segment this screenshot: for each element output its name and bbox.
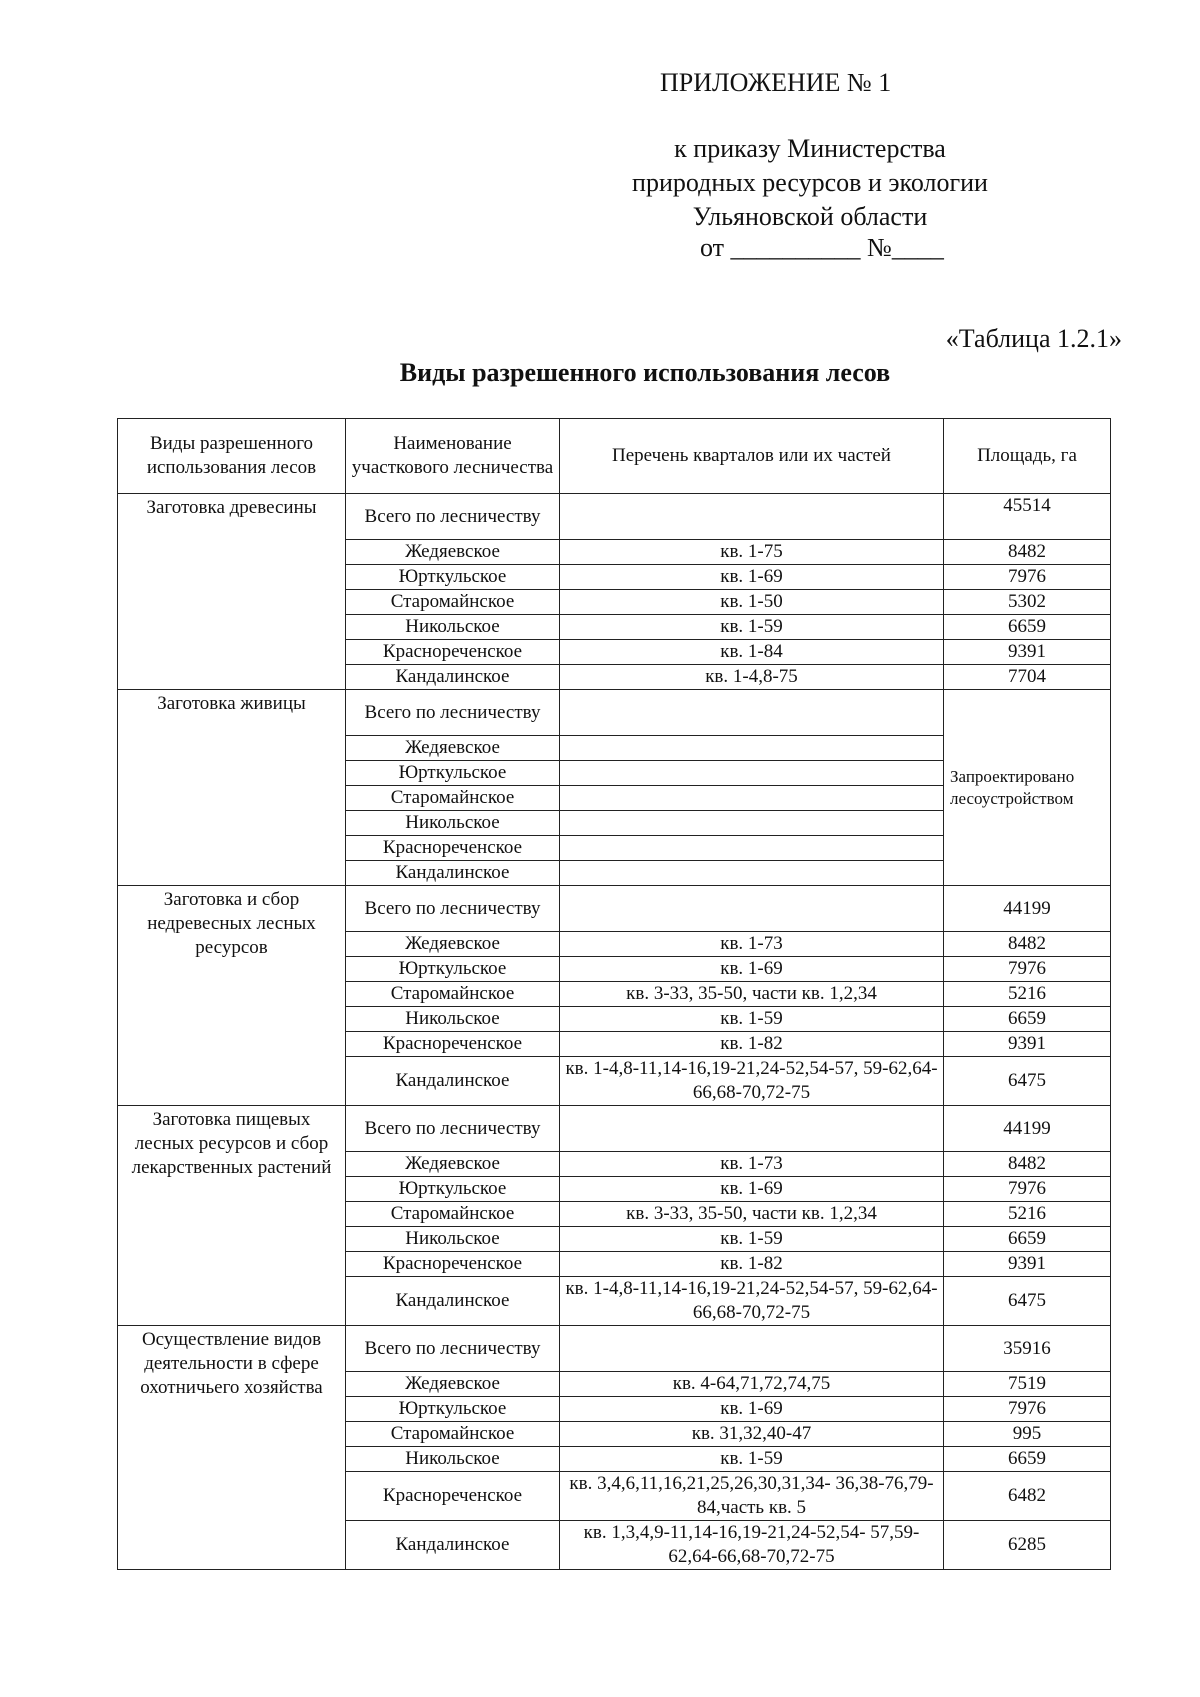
table-row xyxy=(118,690,1111,736)
order-line: Ульяновской области xyxy=(692,202,928,231)
column-header: Перечень кварталов или их частей xyxy=(560,419,944,494)
forestry-cell: Кандалинское xyxy=(346,861,560,886)
area-cell: 6285 xyxy=(944,1521,1111,1570)
blocks-cell: кв. 1-73 xyxy=(560,1152,944,1177)
blocks-cell: кв. 3,4,6,11,16,21,25,26,30,31,34- 36,38-76,79-84,часть кв. 5 xyxy=(560,1472,944,1521)
area-cell: 8482 xyxy=(944,932,1111,957)
forestry-cell: Кандалинское xyxy=(346,1057,560,1106)
use-kind-cell: Заготовка древесины xyxy=(118,494,346,690)
forestry-cell: Кандалинское xyxy=(346,1521,560,1570)
forestry-cell: Кандалинское xyxy=(346,665,560,690)
forestry-cell: Краснореченское xyxy=(346,640,560,665)
forestry-cell: Юрткульское xyxy=(346,957,560,982)
area-cell: 44199 xyxy=(944,1106,1111,1152)
forestry-cell: Юрткульское xyxy=(346,565,560,590)
area-cell: 6475 xyxy=(944,1277,1111,1326)
blocks-cell: кв. 1-73 xyxy=(560,932,944,957)
blocks-cell: кв. 1-69 xyxy=(560,957,944,982)
blocks-cell xyxy=(560,811,944,836)
forestry-cell: Никольское xyxy=(346,811,560,836)
area-cell: 8482 xyxy=(944,540,1111,565)
blocks-cell: кв. 1-69 xyxy=(560,565,944,590)
blocks-cell: кв. 1-59 xyxy=(560,1007,944,1032)
blocks-cell: кв. 31,32,40-47 xyxy=(560,1422,944,1447)
blocks-cell: кв. 4-64,71,72,74,75 xyxy=(560,1372,944,1397)
table-header-row xyxy=(118,419,1111,494)
forestry-cell: Юрткульское xyxy=(346,1177,560,1202)
area-cell: 44199 xyxy=(944,886,1111,932)
use-kind-cell: Заготовка и сбор недревесных лесных ресурсов xyxy=(118,886,346,1106)
forestry-cell: Всего по лесничеству xyxy=(346,886,560,932)
blocks-cell: кв. 1-75 xyxy=(560,540,944,565)
forestry-cell: Никольское xyxy=(346,615,560,640)
blocks-cell xyxy=(560,761,944,786)
forestry-cell: Краснореченское xyxy=(346,1252,560,1277)
forestry-cell: Жедяевское xyxy=(346,1372,560,1397)
forestry-cell: Старомайнское xyxy=(346,590,560,615)
blocks-cell xyxy=(560,786,944,811)
area-cell: 35916 xyxy=(944,1326,1111,1372)
blocks-cell: кв. 1-4,8-11,14-16,19-21,24-52,54-57, 59-62,64-66,68-70,72-75 xyxy=(560,1277,944,1326)
blocks-cell xyxy=(560,886,944,932)
forestry-cell: Жедяевское xyxy=(346,736,560,761)
area-cell: 7976 xyxy=(944,1177,1111,1202)
area-cell: 9391 xyxy=(944,1252,1111,1277)
appendix-title: ПРИЛОЖЕНИЕ № 1 xyxy=(660,68,892,97)
blocks-cell: кв. 1-4,8-11,14-16,19-21,24-52,54-57, 59-62,64-66,68-70,72-75 xyxy=(560,1057,944,1106)
order-date-line: от __________ №____ xyxy=(700,233,944,262)
forestry-cell: Никольское xyxy=(346,1447,560,1472)
forestry-cell: Краснореченское xyxy=(346,1032,560,1057)
area-cell: 6659 xyxy=(944,1007,1111,1032)
blocks-cell: кв. 1-82 xyxy=(560,1252,944,1277)
forestry-cell: Старомайнское xyxy=(346,786,560,811)
table-row xyxy=(118,886,1111,932)
blocks-cell: кв. 1,3,4,9-11,14-16,19-21,24-52,54- 57,59-62,64-66,68-70,72-75 xyxy=(560,1521,944,1570)
blocks-cell: кв. 3-33, 35-50, части кв. 1,2,34 xyxy=(560,1202,944,1227)
blocks-cell xyxy=(560,494,944,540)
area-cell: 995 xyxy=(944,1422,1111,1447)
column-header: Наименование участкового лесничества xyxy=(346,419,560,494)
area-cell: 7976 xyxy=(944,565,1111,590)
table-body xyxy=(118,494,1111,1570)
table-number: «Таблица 1.2.1» xyxy=(945,324,1122,353)
blocks-cell xyxy=(560,1326,944,1372)
forestry-cell: Старомайнское xyxy=(346,982,560,1007)
blocks-cell: кв. 1-82 xyxy=(560,1032,944,1057)
blocks-cell: кв. 1-69 xyxy=(560,1397,944,1422)
blocks-cell: кв. 1-4,8-75 xyxy=(560,665,944,690)
forestry-cell: Старомайнское xyxy=(346,1202,560,1227)
forest-use-table xyxy=(117,418,1111,1570)
area-cell: 45514 xyxy=(944,494,1111,540)
forestry-cell: Никольское xyxy=(346,1227,560,1252)
area-cell: 6475 xyxy=(944,1057,1111,1106)
area-cell: 9391 xyxy=(944,640,1111,665)
forestry-cell: Всего по лесничеству xyxy=(346,1326,560,1372)
area-cell: 5216 xyxy=(944,982,1111,1007)
blocks-cell: кв. 1-50 xyxy=(560,590,944,615)
blocks-cell: кв. 1-59 xyxy=(560,1447,944,1472)
area-cell: 6659 xyxy=(944,615,1111,640)
area-cell: 6659 xyxy=(944,1227,1111,1252)
forestry-cell: Юрткульское xyxy=(346,1397,560,1422)
blocks-cell: кв. 3-33, 35-50, части кв. 1,2,34 xyxy=(560,982,944,1007)
area-cell: 8482 xyxy=(944,1152,1111,1177)
column-header: Виды разрешенного использования лесов xyxy=(118,419,346,494)
area-cell: 7704 xyxy=(944,665,1111,690)
forestry-cell: Краснореченское xyxy=(346,1472,560,1521)
blocks-cell: кв. 1-59 xyxy=(560,1227,944,1252)
document-title: Виды разрешенного использования лесов xyxy=(399,358,891,387)
blocks-cell xyxy=(560,836,944,861)
area-cell: 7976 xyxy=(944,1397,1111,1422)
order-line: к приказу Министерства xyxy=(674,134,946,163)
use-kind-cell: Осуществление видов деятельности в сфере охотничьего хозяйства xyxy=(118,1326,346,1570)
forestry-cell: Никольское xyxy=(346,1007,560,1032)
order-reference xyxy=(580,132,1040,234)
forestry-cell: Жедяевское xyxy=(346,932,560,957)
use-kind-cell: Заготовка живицы xyxy=(118,690,346,886)
area-cell: 7976 xyxy=(944,957,1111,982)
blocks-cell: кв. 1-84 xyxy=(560,640,944,665)
forestry-cell: Жедяевское xyxy=(346,540,560,565)
area-cell: 5216 xyxy=(944,1202,1111,1227)
forestry-cell: Старомайнское xyxy=(346,1422,560,1447)
forestry-cell: Жедяевское xyxy=(346,1152,560,1177)
area-cell: 6659 xyxy=(944,1447,1111,1472)
column-header: Площадь, га xyxy=(944,419,1111,494)
blocks-cell xyxy=(560,690,944,736)
forestry-cell: Всего по лесничеству xyxy=(346,494,560,540)
table-row xyxy=(118,494,1111,540)
area-cell: 6482 xyxy=(944,1472,1111,1521)
blocks-cell: кв. 1-59 xyxy=(560,615,944,640)
forestry-cell: Всего по лесничеству xyxy=(346,690,560,736)
table-row xyxy=(118,1106,1111,1152)
use-kind-cell: Заготовка пищевых лесных ресурсов и сбор лекарственных растений xyxy=(118,1106,346,1326)
area-cell: 9391 xyxy=(944,1032,1111,1057)
area-merged-cell: Запроектировано лесоустройством xyxy=(944,690,1111,886)
blocks-cell: кв. 1-69 xyxy=(560,1177,944,1202)
area-cell: 5302 xyxy=(944,590,1111,615)
area-cell: 7519 xyxy=(944,1372,1111,1397)
forestry-cell: Краснореченское xyxy=(346,836,560,861)
forestry-cell: Кандалинское xyxy=(346,1277,560,1326)
blocks-cell xyxy=(560,1106,944,1152)
blocks-cell xyxy=(560,736,944,761)
forestry-cell: Всего по лесничеству xyxy=(346,1106,560,1152)
blocks-cell xyxy=(560,861,944,886)
forestry-cell: Юрткульское xyxy=(346,761,560,786)
table-row xyxy=(118,1326,1111,1372)
order-line: природных ресурсов и экологии xyxy=(632,168,988,197)
